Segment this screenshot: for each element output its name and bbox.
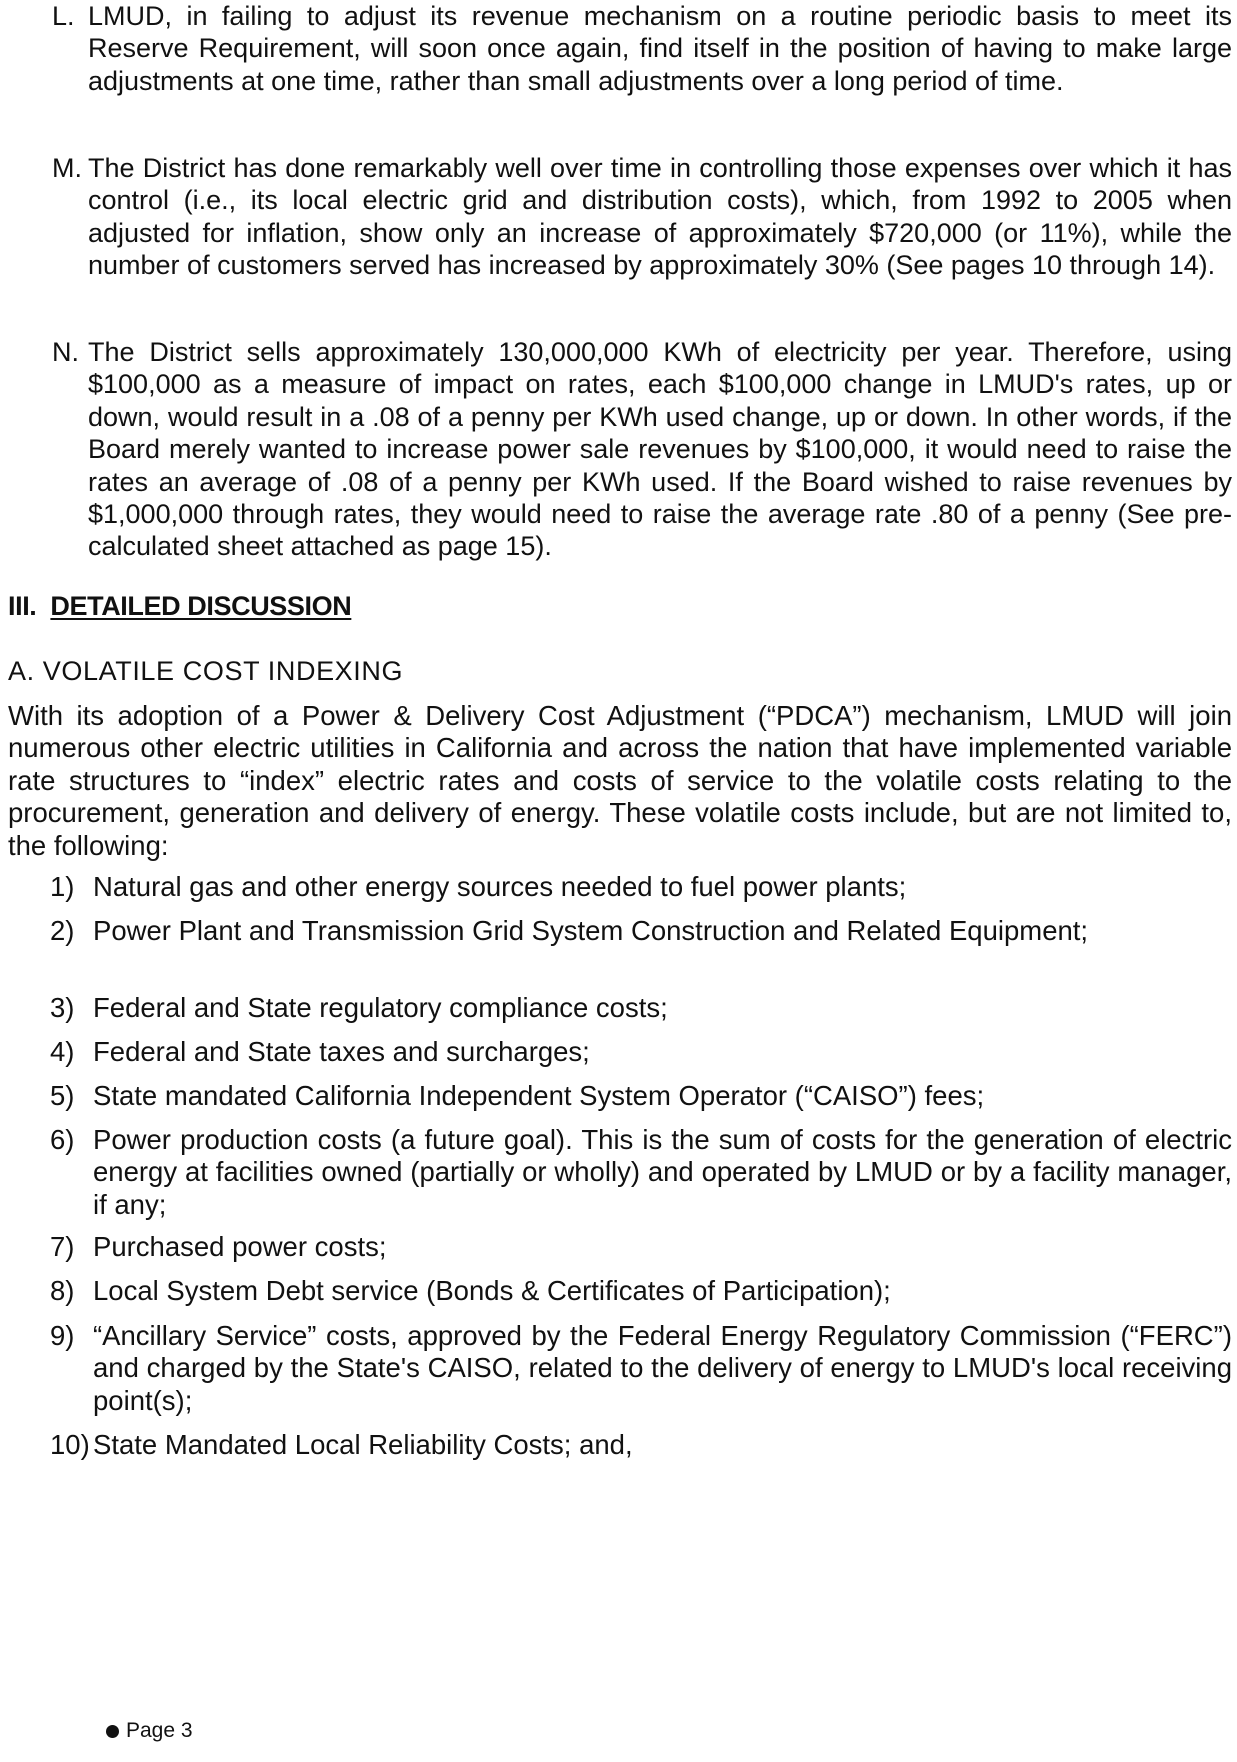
page-number: Page 3 [126, 1719, 193, 1742]
cost-marker: 5) [50, 1080, 75, 1111]
cost-marker: 9) [50, 1320, 75, 1351]
cost-list-item [50, 992, 1232, 1024]
cost-text: State mandated California Independent System Operator (“CAISO”) fees; [93, 1080, 985, 1111]
cost-text: Local System Debt service (Bonds & Certificates of Participation); [93, 1275, 891, 1306]
cost-text: Power Plant and Transmission Grid System Construction and Related Equipment; [93, 915, 1089, 946]
finding-item-n [52, 336, 1232, 563]
cost-text: Purchased power costs; [93, 1231, 387, 1262]
cost-text: Natural gas and other energy sources needed to fuel power plants; [93, 871, 907, 902]
cost-list-item [50, 1036, 1232, 1068]
cost-marker: 10) [50, 1429, 90, 1460]
intro-paragraph: With its adoption of a Power & Delivery Cost Adjustment (“PDCA”) mechanism, LMUD will join numerous other electric utilities in California and across the nation that have implemented variable rate structures to “index” electric rates and costs of service to the volatile costs relating to the procurement, generation and delivery of energy. These volatile costs include, but are not limited to, the following: [8, 700, 1232, 861]
cost-list-item [50, 1080, 1232, 1112]
cost-marker: 8) [50, 1275, 75, 1306]
finding-marker: L. [52, 1, 75, 31]
cost-text: State Mandated Local Reliability Costs; and, [93, 1429, 633, 1460]
finding-marker: N. [52, 337, 79, 367]
cost-marker: 4) [50, 1036, 75, 1067]
finding-item-l [52, 0, 1232, 97]
cost-marker: 1) [50, 871, 75, 902]
bullet-icon [106, 1725, 119, 1738]
cost-list-item [50, 915, 1232, 947]
finding-item-m [52, 152, 1232, 282]
cost-marker: 3) [50, 992, 75, 1023]
cost-list-item [50, 871, 1232, 903]
cost-text: “Ancillary Service” costs, approved by the Federal Energy Regulatory Commission (“FERC”) and charged by the State's CAISO, related to the delivery of energy to LMUD's local receiving point(s); [93, 1320, 1232, 1416]
cost-list-item [50, 1275, 1232, 1307]
cost-list-item [50, 1231, 1232, 1263]
finding-text: The District has done remarkably well over time in controlling those expenses over which it has control (i.e., its local electric grid and distribution costs), which, from 1992 to 2005 when adjusted for inflation, show only an increase of approximately $720,000 (or 11%), while the number of customers served has increased by approximately 30% (See pages 10 through 14). [88, 153, 1232, 281]
page-footer [106, 1719, 193, 1743]
cost-marker: 7) [50, 1231, 75, 1262]
section-number: III. [8, 591, 37, 621]
cost-list-item [50, 1320, 1232, 1417]
cost-text: Federal and State regulatory compliance costs; [93, 992, 668, 1023]
cost-marker: 6) [50, 1124, 75, 1155]
section-heading [8, 591, 351, 622]
cost-text: Federal and State taxes and surcharges; [93, 1036, 590, 1067]
finding-marker: M. [52, 153, 82, 183]
subsection-title: A. VOLATILE COST INDEXING [8, 656, 404, 686]
cost-marker: 2) [50, 915, 75, 946]
cost-text: Power production costs (a future goal). This is the sum of costs for the generation of electric energy at facilities owned (partially or wholly) and operated by LMUD or by a facility manager, if any; [93, 1124, 1232, 1220]
finding-text: LMUD, in failing to adjust its revenue mechanism on a routine periodic basis to meet its Reserve Requirement, will soon once again, find itself in the position of having to make large adjustments at one time, rather than small adjustments over a long period of time. [88, 1, 1232, 96]
cost-list-item [50, 1124, 1232, 1221]
finding-text: The District sells approximately 130,000,000 KWh of electricity per year. Therefore, using $100,000 as a measure of impact on rates, each $100,000 change in LMUD's rates, up or down, would result in a .08 of a penny per KWh used change, up or down. In other words, if the Board merely wanted to increase power sale revenues by $100,000, it would need to raise the rates an average of .08 of a penny per KWh used. If the Board wished to raise revenues by $1,000,000 through rates, they would need to raise the average rate .80 of a penny (See pre-calculated sheet attached as page 15). [88, 337, 1232, 562]
cost-list-item [50, 1429, 1232, 1461]
section-title: DETAILED DISCUSSION [50, 591, 352, 621]
